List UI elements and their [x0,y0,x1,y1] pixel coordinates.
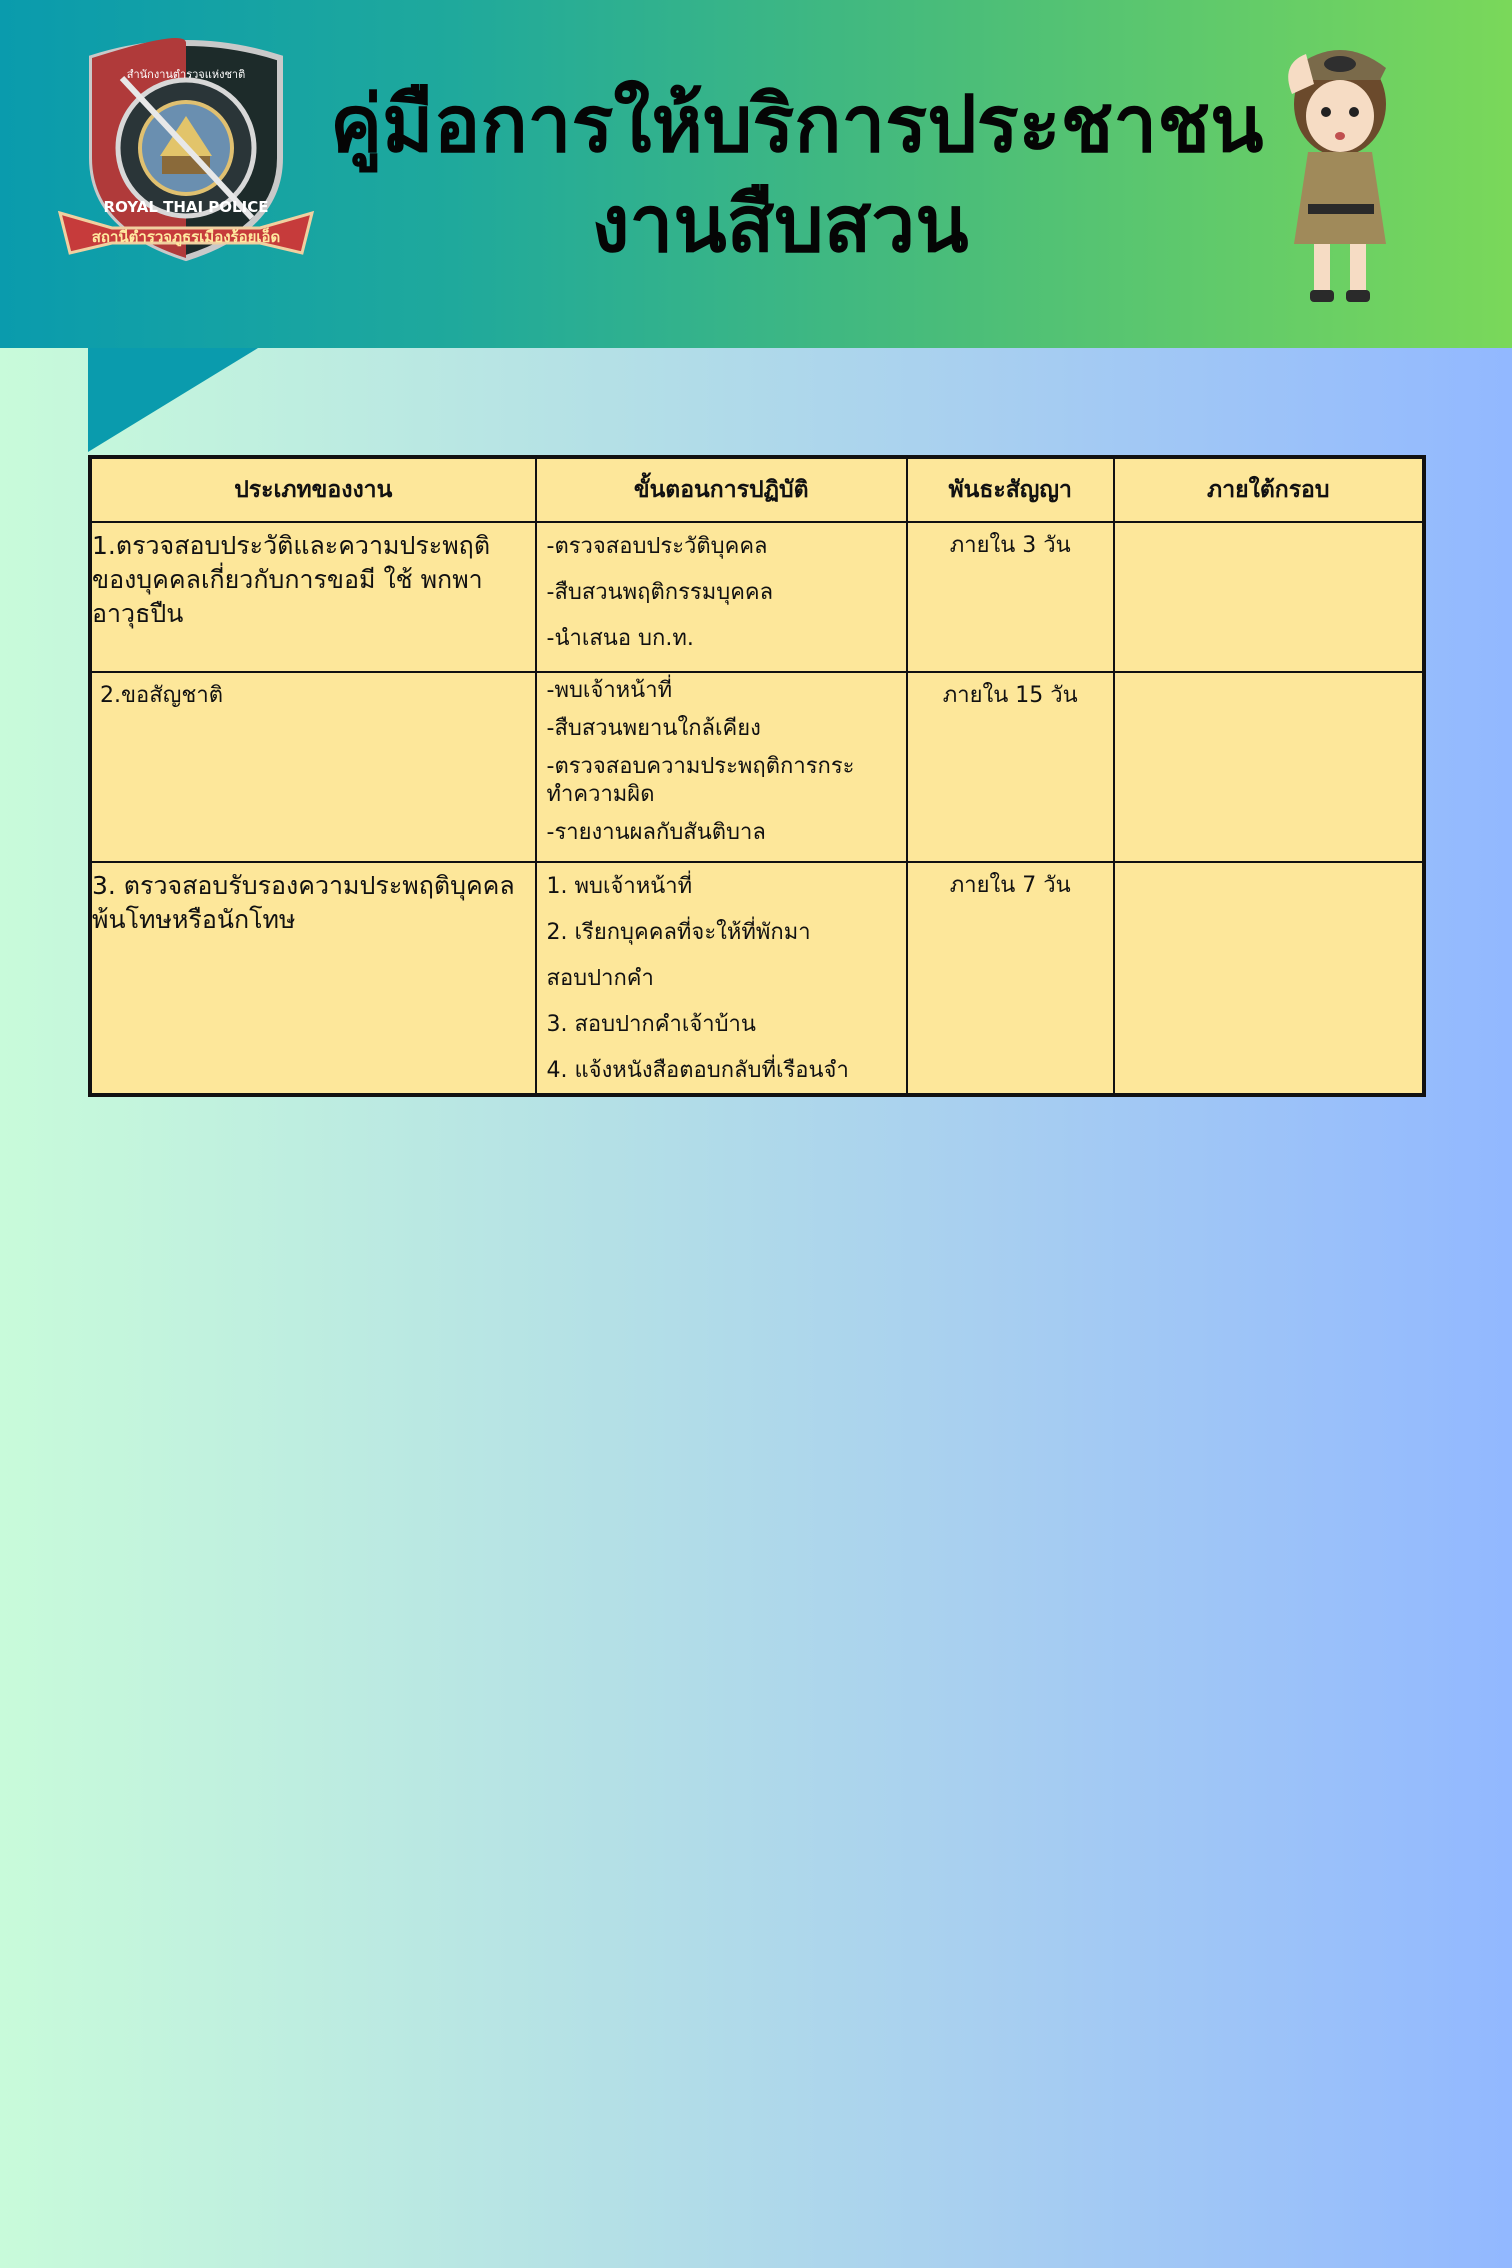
corner-decoration [88,348,258,452]
work-type-cell [90,672,536,862]
commitment-cell [907,862,1114,1095]
logo-ribbon-text: สถานีตำรวจภูธรเมืองร้อยเอ็ด [91,228,281,246]
duration-text: ภายใน 15 วัน [942,683,1078,708]
page-title: คู่มือการให้บริการประชาชน [330,80,1264,170]
table-header-row [90,457,1424,522]
procedure-step: -ตรวจสอบประวัติบุคคล [546,534,768,559]
framework-cell [1114,862,1424,1095]
service-table [88,455,1426,1097]
framework-cell [1114,522,1424,672]
page-subtitle: งานสืบสวน [591,180,969,270]
procedure-step: สอบปากคำ [546,966,654,991]
commitment-cell [907,672,1114,862]
procedure-step: 3. สอบปากคำเจ้าบ้าน [546,1012,756,1037]
header-commitment: พันธะสัญญา [907,457,1114,522]
table-row [90,522,1424,672]
procedure-step: 1. พบเจ้าหน้าที่ [546,874,693,899]
procedure-step: -สืบสวนพยานใกล้เคียง [546,716,761,741]
procedure-step: -พบเจ้าหน้าที่ [546,678,673,703]
header-procedure: ขั้นตอนการปฏิบัติ [536,457,907,522]
header-work-type: ประเภทของงาน [90,457,536,522]
procedure-cell [536,672,907,862]
procedure-step: 4. แจ้งหนังสือตอบกลับที่เรือนจำ [546,1058,849,1083]
table-row [90,672,1424,862]
work-type-text: 3. ตรวจสอบรับรองความประพฤติบุคคลพ้นโทษหรือนักโทษ [92,871,515,934]
procedure-cell [536,522,907,672]
work-type-text: 1.ตรวจสอบประวัติและความประพฤติของบุคคลเกี่ยวกับการขอมี ใช้ พกพาอาวุธปืน [92,531,491,628]
procedure-step: -รายงานผลกับสันติบาล [546,820,766,845]
logo-top-text: สำนักงานตำรวจแห่งชาติ [126,68,246,81]
logo-ring-text: ROYAL THAI POLICE [103,198,269,216]
procedure-step: -สืบสวนพฤติกรรมบุคคล [546,580,774,605]
procedure-cell [536,862,907,1095]
procedure-step: -ตรวจสอบความประพฤติการกระทำความผิด [546,754,855,807]
work-type-cell [90,522,536,672]
procedure-step: -นำเสนอ บก.ท. [546,626,694,651]
header-framework: ภายใต้กรอบ [1114,457,1424,522]
table-row [90,862,1424,1095]
work-type-text: 2.ขอสัญชาติ [100,683,223,708]
work-type-cell [90,862,536,1095]
commitment-cell [907,522,1114,672]
duration-text: ภายใน 3 วัน [949,533,1071,558]
royal-thai-police-emblem-icon [52,38,320,292]
police-officer-saluting-icon [1262,24,1422,314]
duration-text: ภายใน 7 วัน [949,873,1071,898]
procedure-step: 2. เรียกบุคคลที่จะให้ที่พักมา [546,920,811,945]
framework-cell [1114,672,1424,862]
